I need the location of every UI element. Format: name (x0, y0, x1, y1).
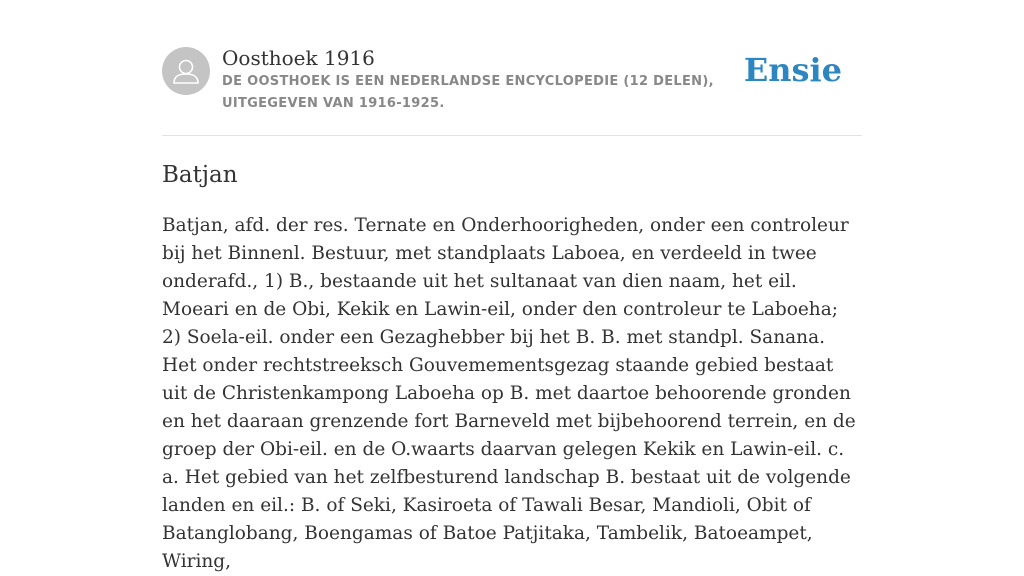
avatar[interactable] (162, 47, 210, 95)
brand-logo[interactable]: Ensie (743, 51, 842, 89)
user-silhouette-icon (162, 47, 210, 95)
source-name[interactable]: Oosthoek 1916 (222, 46, 375, 70)
entry-title: Batjan (162, 162, 238, 188)
source-description: DE OOSTHOEK IS EEN NEDERLANDSE ENCYCLOPEDIE (12 DELEN), UITGEGEVEN VAN 1916-1925. (222, 74, 714, 111)
divider (162, 135, 862, 136)
entry-body: Batjan, afd. der res. Ternate en Onderhoorigheden, onder een controleur bij het Binnenl. Bestuur, met standplaats Laboea, en verdeeld in twee onderafd., 1) B., bestaande uit het sultanaat van dien naam, het eil. Moeari en de Obi, Kekik en Lawin-eil, onder den controleur te Laboeha; 2) Soela-eil. onder een Gezaghebber bij het B. B. met standpl. Sanana. Het onder rechtstreeksch Gouvemementsgezag staande gebied bestaat uit de Christenkampong Laboeha op B. met daartoe behoorende gronden en het daaraan grenzende fort Barneveld met bijbehoorend terrein, en de groep der Obi-eil. en de O.waarts daarvan gelegen Kekik en Lawin-eil. c. a. Het gebied van het zelfbesturend landschap B. bestaat uit de volgende landen en eil.: B. of Seki, Kasiroeta of Tawali Besar, Mandioli, Obit of Batanglobang, Boengamas of Batoe Patjitaka, Tambelik, Batoeampet, Wiring, (162, 215, 856, 572)
source-header (162, 44, 862, 120)
